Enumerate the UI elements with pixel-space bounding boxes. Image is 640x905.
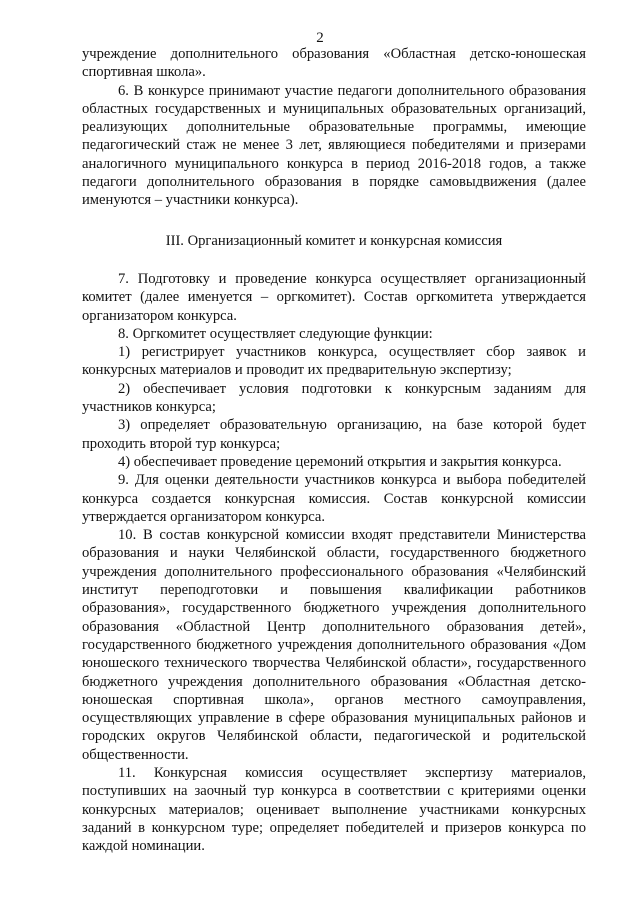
- paragraph-8-item-3: 3) определяет образовательную организацию, на базе которой будет проходить второй тур конкурса;: [82, 417, 586, 452]
- paragraph-8-item-1: 1) регистрирует участников конкурса, осуществляет сбор заявок и конкурсных материалов и проводит их предварительную экспертизу;: [82, 344, 586, 379]
- paragraph-8: 8. Оргкомитет осуществляет следующие функции:: [118, 325, 433, 342]
- section-heading-3: III. Организационный комитет и конкурсная комиссия: [165, 232, 503, 249]
- paragraph-8-item-4: 4) обеспечивает проведение церемоний открытия и закрытия конкурса.: [118, 453, 562, 470]
- paragraph-11: 11. Конкурсная комиссия осуществляет экспертизу материалов, поступивших на заочный тур конкурса в соответствии с критериями оценки конкурсных материалов; оценивает выполнение участниками конкурсных заданий в конкурсном туре; определяет победителей и призеров конкурса по каждой номинации.: [82, 764, 586, 855]
- paragraph-10: 10. В состав конкурсной комиссии входят представители Министерства образования и науки Челябинской области, государственного бюджетного учреждения дополнительного профессионального образования «Челябинский институт переподготовки и повышения квалификации работников образования», государственного бюджетного учреждения дополнительного образования «Областной Центр дополнительного образования детей», государственного бюджетного учреждения дополнительного образования «Дом юношеского технического творчества Челябинской области», государственного бюджетного учреждения дополнительного образования «Областная детско-юношеская спортивная школа», органов местного самоуправления, осуществляющих управление в сфере образования муниципальных районов и городских округов Челябинской области, педагогической и родительской общественности.: [82, 527, 586, 763]
- paragraph-intro: учреждение дополнительного образования «Областная детско-юношеская спортивная школа».: [82, 46, 586, 81]
- paragraph-9: 9. Для оценки деятельности участников конкурса и выбора победителей конкурса создается конкурсная комиссия. Состав конкурсной комиссии утверждается организатором конкурса.: [82, 472, 586, 525]
- document-body: [82, 45, 586, 855]
- paragraph-8-item-2: 2) обеспечивает условия подготовки к конкурсным заданиям для участников конкурса;: [82, 380, 586, 416]
- page-number: 2: [316, 30, 324, 46]
- paragraph-6: 6. В конкурсе принимают участие педагоги дополнительного образования областных государственных и муниципальных образовательных организаций, реализующих дополнительные образовательные программы, имеющие педагогический стаж не менее 3 лет, являющиеся победителями и призерами аналогичного муниципального конкурса в период 2016-2018 годов, а также педагоги дополнительного образования в порядке самовыдвижения (далее именуются – участники конкурса).: [82, 82, 586, 209]
- paragraph-7: 7. Подготовку и проведение конкурса осуществляет организационный комитет (далее именуется – оргкомитет). Состав оргкомитета утверждается организатором конкурса.: [82, 270, 586, 324]
